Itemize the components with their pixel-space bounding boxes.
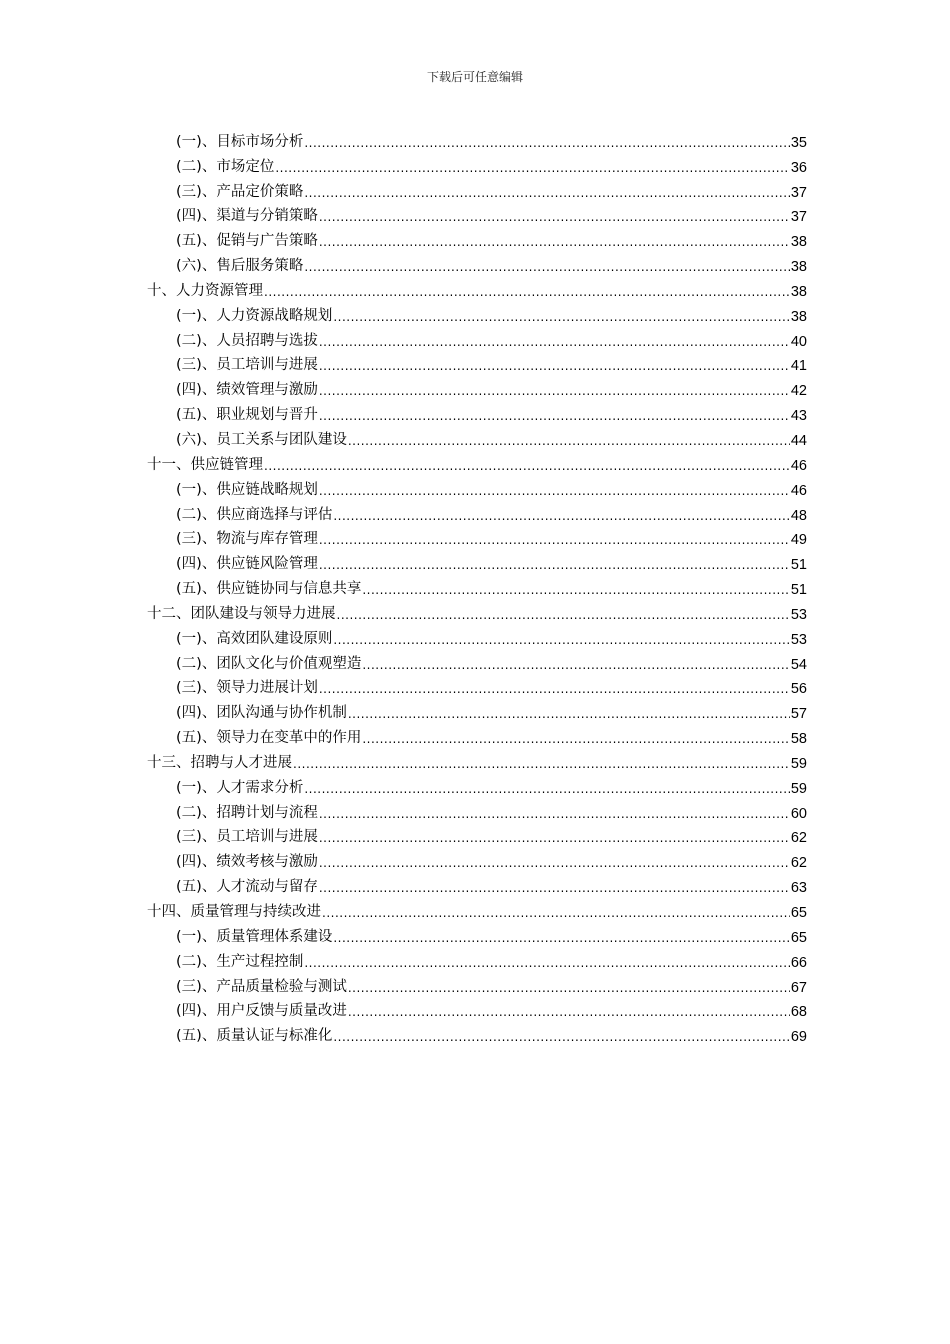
toc-page-number: 69: [790, 1029, 807, 1046]
toc-page-number: 63: [790, 880, 807, 897]
toc-entry-label: (一)、人才需求分析: [176, 779, 304, 796]
toc-entry-label: (五)、促销与广告策略: [176, 233, 318, 250]
toc-section-entry[interactable]: [147, 399, 807, 424]
toc-section-entry[interactable]: [147, 350, 807, 375]
toc-entry-label: (三)、物流与库存管理: [176, 531, 318, 548]
toc-page-number: 38: [790, 259, 807, 276]
toc-dot-leader: [319, 557, 790, 573]
toc-page-number: 51: [790, 582, 807, 599]
toc-page-number: 56: [790, 681, 807, 698]
toc-page-number: 48: [790, 507, 807, 524]
toc-section-entry[interactable]: [147, 871, 807, 896]
toc-page-number: 43: [790, 408, 807, 425]
toc-page-number: 40: [790, 333, 807, 350]
toc-page-number: 38: [790, 308, 807, 325]
toc-dot-leader: [333, 1029, 790, 1045]
toc-section-entry[interactable]: [147, 996, 807, 1021]
toc-page-number: 62: [790, 855, 807, 872]
toc-dot-leader: [319, 358, 790, 374]
toc-entry-label: (五)、人才流动与留存: [176, 879, 318, 896]
toc-dot-leader: [348, 706, 790, 722]
page-header: 下载后可任意编辑: [426, 70, 523, 84]
toc-dot-leader: [319, 408, 790, 424]
toc-entry-label: (四)、绩效考核与激励: [176, 854, 318, 871]
table-of-contents: [147, 126, 807, 1045]
toc-page-number: 53: [790, 606, 807, 623]
toc-entry-label: 十、人力资源管理: [147, 282, 263, 299]
toc-dot-leader: [362, 657, 790, 673]
toc-chapter-entry[interactable]: [147, 747, 807, 772]
toc-entry-label: (一)、质量管理体系建设: [176, 928, 333, 945]
toc-dot-leader: [319, 209, 790, 225]
toc-dot-leader: [293, 756, 790, 772]
toc-page-number: 62: [790, 830, 807, 847]
toc-section-entry[interactable]: [147, 126, 807, 151]
toc-section-entry[interactable]: [147, 325, 807, 350]
toc-section-entry[interactable]: [147, 797, 807, 822]
toc-dot-leader: [264, 284, 790, 300]
toc-entry-label: (五)、供应链协同与信息共享: [176, 581, 362, 598]
toc-entry-label: (二)、团队文化与价值观塑造: [176, 655, 362, 672]
toc-chapter-entry[interactable]: [147, 275, 807, 300]
toc-dot-leader: [319, 855, 790, 871]
toc-entry-label: 十四、质量管理与持续改进: [147, 904, 321, 920]
toc-dot-leader: [304, 955, 790, 971]
toc-section-entry[interactable]: [147, 971, 807, 996]
toc-page-number: 51: [790, 557, 807, 574]
toc-page-number: 49: [790, 532, 807, 549]
toc-page-number: 65: [790, 905, 807, 921]
toc-section-entry[interactable]: [147, 921, 807, 946]
toc-page-number: 38: [790, 283, 807, 300]
toc-chapter-entry[interactable]: [147, 449, 807, 474]
toc-dot-leader: [304, 259, 790, 275]
toc-entry-label: (一)、供应链战略规划: [176, 481, 318, 498]
toc-entry-label: 十三、招聘与人才进展: [147, 754, 292, 771]
toc-dot-leader: [319, 234, 790, 250]
toc-entry-label: (三)、员工培训与进展: [176, 357, 318, 374]
toc-section-entry[interactable]: [147, 424, 807, 449]
toc-dot-leader: [319, 681, 790, 697]
toc-entry-label: (三)、产品质量检验与测试: [176, 978, 347, 995]
toc-page-number: 67: [790, 979, 807, 996]
toc-dot-leader: [348, 980, 790, 996]
toc-entry-label: (一)、高效团队建设原则: [176, 630, 333, 647]
toc-section-entry[interactable]: [147, 176, 807, 201]
toc-entry-label: (五)、职业规划与晋升: [176, 407, 318, 424]
toc-section-entry[interactable]: [147, 623, 807, 648]
toc-dot-leader: [319, 334, 790, 350]
toc-section-entry[interactable]: [147, 697, 807, 722]
toc-dot-leader: [333, 632, 790, 648]
toc-dot-leader: [319, 483, 790, 499]
toc-page-number: 37: [790, 184, 807, 201]
toc-page-number: 60: [790, 805, 807, 822]
toc-section-entry[interactable]: [147, 300, 807, 325]
toc-dot-leader: [319, 830, 790, 846]
toc-page-number: 57: [790, 706, 807, 723]
toc-dot-leader: [275, 160, 790, 176]
toc-entry-label: (二)、人员招聘与选拔: [176, 332, 318, 349]
toc-section-entry[interactable]: [147, 499, 807, 524]
toc-dot-leader: [319, 880, 790, 896]
toc-dot-leader: [319, 806, 790, 822]
toc-section-entry[interactable]: [147, 673, 807, 698]
toc-entry-label: (六)、员工关系与团队建设: [176, 431, 347, 448]
toc-section-entry[interactable]: [147, 201, 807, 226]
toc-entry-label: (三)、领导力进展计划: [176, 680, 318, 697]
toc-dot-leader: [333, 309, 790, 325]
toc-section-entry[interactable]: [147, 648, 807, 673]
toc-entry-label: 十二、团队建设与领导力进展: [147, 605, 336, 622]
toc-page-number: 44: [790, 432, 807, 449]
toc-entry-label: (二)、生产过程控制: [176, 953, 304, 970]
toc-section-entry[interactable]: [147, 250, 807, 275]
toc-entry-label: (四)、绩效管理与激励: [176, 382, 318, 399]
toc-page-number: 35: [790, 134, 807, 151]
toc-dot-leader: [304, 781, 790, 797]
toc-entry-label: (五)、领导力在变革中的作用: [176, 730, 362, 747]
toc-entry-label: 十一、供应链管理: [147, 456, 263, 473]
toc-chapter-entry[interactable]: [147, 598, 807, 623]
toc-section-entry[interactable]: [147, 722, 807, 747]
toc-section-entry[interactable]: [147, 548, 807, 573]
toc-dot-leader: [337, 607, 790, 623]
toc-entry-label: (三)、员工培训与进展: [176, 829, 318, 846]
toc-entry-label: (五)、质量认证与标准化: [176, 1028, 333, 1045]
toc-section-entry[interactable]: [147, 474, 807, 499]
toc-dot-leader: [304, 135, 790, 151]
toc-page-number: 42: [790, 383, 807, 400]
toc-entry-label: (一)、目标市场分析: [176, 133, 304, 150]
toc-entry-label: (四)、供应链风险管理: [176, 556, 318, 573]
toc-entry-label: (六)、售后服务策略: [176, 258, 304, 275]
toc-entry-label: (二)、招聘计划与流程: [176, 804, 318, 821]
toc-section-entry[interactable]: [147, 846, 807, 871]
toc-dot-leader: [319, 532, 790, 548]
toc-dot-leader: [304, 185, 790, 201]
toc-page-number: 36: [790, 159, 807, 176]
toc-entry-label: (二)、供应商选择与评估: [176, 506, 333, 523]
toc-section-entry[interactable]: [147, 822, 807, 847]
toc-section-entry[interactable]: [147, 374, 807, 399]
toc-entry-label: (一)、人力资源战略规划: [176, 307, 333, 324]
toc-page-number: 46: [790, 457, 807, 474]
toc-page-number: 46: [790, 482, 807, 499]
toc-dot-leader: [322, 905, 790, 921]
toc-dot-leader: [362, 731, 790, 747]
toc-entry-label: (三)、产品定价策略: [176, 183, 304, 200]
toc-page-number: 68: [790, 1004, 807, 1021]
toc-dot-leader: [333, 930, 790, 946]
toc-page-number: 38: [790, 234, 807, 251]
toc-entry-label: (二)、市场定位: [176, 158, 275, 175]
toc-section-entry[interactable]: [147, 772, 807, 797]
toc-page-number: 65: [790, 929, 807, 946]
toc-entry-label: (四)、团队沟通与协作机制: [176, 705, 347, 722]
toc-dot-leader: [348, 433, 790, 449]
toc-dot-leader: [333, 508, 790, 524]
toc-page-number: 41: [790, 358, 807, 375]
toc-page-number: 66: [790, 954, 807, 971]
toc-page-number: 59: [790, 755, 807, 772]
toc-dot-leader: [362, 582, 790, 598]
toc-dot-leader: [319, 383, 790, 399]
toc-section-entry[interactable]: [147, 225, 807, 250]
toc-section-entry[interactable]: [147, 151, 807, 176]
toc-section-entry[interactable]: [147, 1020, 807, 1045]
toc-page-number: 58: [790, 731, 807, 748]
toc-dot-leader: [348, 1004, 790, 1020]
toc-page-number: 59: [790, 780, 807, 797]
toc-chapter-entry[interactable]: [147, 896, 807, 921]
toc-section-entry[interactable]: [147, 946, 807, 971]
toc-entry-label: (四)、用户反馈与质量改进: [176, 1003, 347, 1020]
toc-section-entry[interactable]: [147, 573, 807, 598]
toc-section-entry[interactable]: [147, 524, 807, 549]
toc-dot-leader: [264, 458, 790, 474]
toc-entry-label: (四)、渠道与分销策略: [176, 208, 318, 225]
toc-page-number: 53: [790, 631, 807, 648]
toc-page-number: 37: [790, 209, 807, 226]
toc-page-number: 54: [790, 656, 807, 673]
